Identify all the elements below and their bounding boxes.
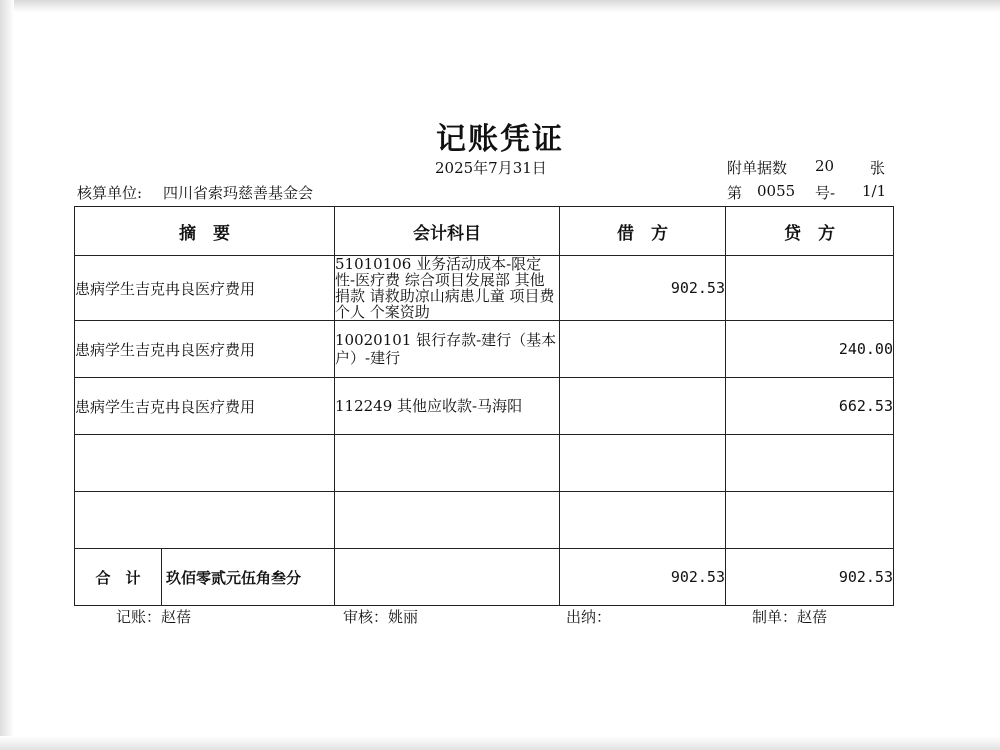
scan-edge-left — [0, 0, 14, 750]
row-account: 10020101 银行存款-建行（基本户）-建行 — [335, 321, 560, 378]
header-account: 会计科目 — [335, 207, 560, 256]
table-row-empty — [75, 492, 894, 549]
header-debit: 借 方 — [560, 207, 726, 256]
header-summary: 摘 要 — [75, 207, 335, 256]
cashier-signature: 出纳： — [566, 608, 612, 626]
attachments-count: 20 — [815, 157, 835, 175]
row-debit — [560, 321, 726, 378]
row-summary: 患病学生吉克冉良医疗费用 — [75, 256, 335, 321]
reviewer-signature: 审核：姚丽 — [343, 608, 419, 626]
empty-cell — [75, 435, 335, 492]
preparer-signature: 制单：赵蓓 — [752, 608, 828, 626]
row-debit — [560, 378, 726, 435]
row-credit: 662.53 — [726, 378, 894, 435]
empty-cell — [335, 492, 560, 549]
row-summary: 患病学生吉克冉良医疗费用 — [75, 378, 335, 435]
total-account-cell — [335, 549, 560, 606]
accounting-unit-name: 四川省索玛慈善基金会 — [163, 184, 314, 202]
row-account: 51010106 业务活动成本-限定性-医疗费 综合项目发展部 其他捐款 请救助凉山病患儿童 项目费 个人 个案资助 — [335, 256, 560, 321]
row-debit: 902.53 — [560, 256, 726, 321]
total-left-cell — [75, 549, 335, 606]
total-row — [75, 549, 894, 606]
empty-cell — [560, 435, 726, 492]
empty-cell — [726, 435, 894, 492]
total-credit: 902.53 — [726, 549, 894, 606]
voucher-number-suffix: 号- — [815, 184, 836, 202]
row-credit — [726, 256, 894, 321]
empty-cell — [75, 492, 335, 549]
accounting-unit-label: 核算单位: — [77, 184, 143, 202]
header-credit: 贷 方 — [726, 207, 894, 256]
voucher-date: 2025年7月31日 — [435, 159, 547, 177]
scan-edge-bottom — [0, 736, 1000, 750]
row-credit: 240.00 — [726, 321, 894, 378]
empty-cell — [335, 435, 560, 492]
total-debit: 902.53 — [560, 549, 726, 606]
attachments-label: 附单据数 — [727, 159, 788, 177]
total-label: 合 计 — [75, 549, 162, 605]
table-row — [75, 256, 894, 321]
attachments-unit: 张 — [870, 159, 886, 177]
row-summary: 患病学生吉克冉良医疗费用 — [75, 321, 335, 378]
table-row — [75, 378, 894, 435]
bookkeeper-signature: 记账：赵蓓 — [116, 608, 192, 626]
voucher-number: 0055 — [757, 182, 796, 200]
empty-cell — [726, 492, 894, 549]
scan-edge-top — [0, 0, 1000, 12]
table-row — [75, 321, 894, 378]
voucher-page: 1/1 — [862, 182, 887, 200]
row-account: 112249 其他应收款-马海阳 — [335, 378, 560, 435]
voucher-title: 记账凭证 — [436, 122, 564, 157]
table-header-row — [75, 207, 894, 256]
empty-cell — [560, 492, 726, 549]
voucher-number-label: 第 — [727, 184, 743, 202]
total-amount-words: 玖佰零贰元伍角叁分 — [166, 568, 302, 587]
table-row-empty — [75, 435, 894, 492]
voucher-table — [74, 206, 894, 606]
